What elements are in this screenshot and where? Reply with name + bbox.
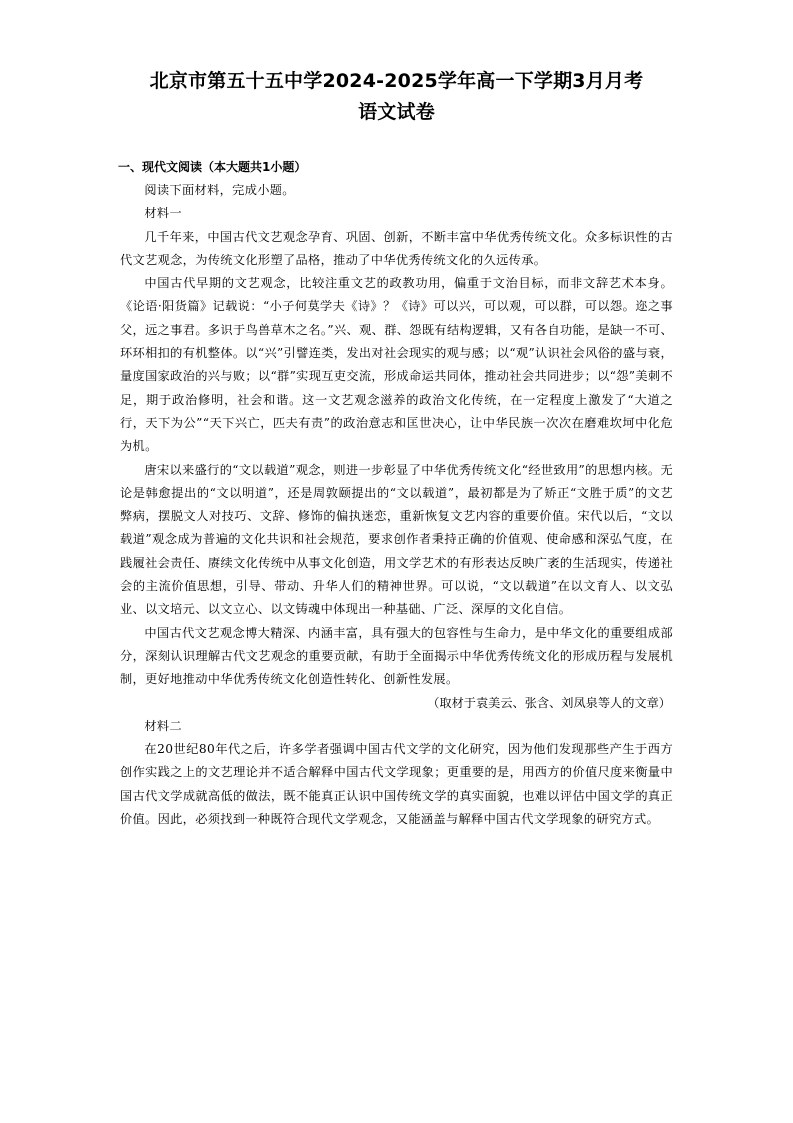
title-line-1: 北京市第五十五中学2024-2025学年高一下学期3月月考	[149, 70, 644, 92]
material-1-source: （取材于袁美云、张含、刘凤泉等人的文章）	[427, 695, 671, 710]
title-line-2: 语文试卷	[358, 101, 435, 123]
paragraph: 唐宋以来盛行的“文以载道”观念，则进一步彰显了中华优秀传统文化“经世致用”的思想内核。无论是韩愈提出的“文以明道”，还是周敦颐提出的“文以载道”，最初都是为了矫正“文胜于质”的文艺弊病，摆脱文人对技巧、文辞、修饰的偏执迷恋，重新恢复文艺内容的重要价值。宋代以后，“文以载道”观念成为普遍的文化共识和社会规范，要求创作者秉持正确的价值观、使命感和深弘气度，在践履社会责任、赓续文化传统中从事文化创造，用文学艺术的有形表达反映广袤的生活现实，传递社会的主流价值思想，引导、带动、升华人们的精神世界。可以说，“文以载道”在以文育人、以文弘业、以文培元、以文立心、以文铸魂中体现出一种基础、广泛、深厚的文化自信。	[120, 462, 673, 617]
paragraph: 几千年来，中国古代文艺观念孕育、巩固、创新，不断丰富中华优秀传统文化。众多标识性的古代文艺观念，为传统文化形塑了品格，推动了中华优秀传统文化的久远传承。	[120, 229, 673, 267]
reading-section	[120, 179, 673, 831]
document-title	[120, 66, 673, 128]
section-heading: 一、现代文阅读（本大题共1小题）	[118, 160, 307, 174]
material-2-label: 材料二	[144, 718, 183, 733]
instruction-text: 阅读下面材料，完成小题。	[144, 183, 295, 197]
paragraph: 中国古代早期的文艺观念，比较注重文艺的政教功用，偏重于文治目标，而非文辞艺术本身。《论语·阳货篇》记载说：“小子何莫学夫《诗》？《诗》可以兴，可以观，可以群，可以怨。迩之事父，远之事君。多识于鸟兽草木之名。”兴、观、群、怨既有结构逻辑，又有各自功能，是缺一不可、环环相扣的有机整体。以“兴”引譬连类，发出对社会现实的观与感；以“观”认识社会风俗的盛与衰，量度国家政治的兴与败；以“群”实现互吏交流，形成命运共同体，推动社会共同进步；以“怨”美刺不足，期于政治修明，社会和谐。这一文艺观念滋养的政治文化传统，在一定程度上激发了“大道之行，天下为公”“天下兴亡，匹夫有责”的政治意志和匡世决心，让中华民族一次次在磨难坎坷中化危为机。	[120, 276, 673, 454]
paragraph: 中国古代文艺观念博大精深、内涵丰富，具有强大的包容性与生命力，是中华文化的重要组成部分，深刻认识理解古代文艺观念的重要贡献，有助于全面揭示中华优秀传统文化的形成历程与发展机制，更好地推动中华优秀传统文化创造性转化、创新性发展。	[120, 625, 673, 687]
paragraph: 在20世纪80年代之后，许多学者强调中国古代文学的文化研究，因为他们发现那些产生于西方创作实践之上的文艺理论并不适合解释中国古代文学现象；更重要的是，用西方的价值尺度来衡量中国古代文学成就高低的做法，既不能真正认识中国传统文学的真实面貌，也难以评估中国文学的真正价值。因此，必须找到一种既符合现代文学观念，又能涵盖与解释中国古代文学现象的研究方式。	[120, 742, 673, 827]
material-1-label: 材料一	[144, 206, 183, 221]
